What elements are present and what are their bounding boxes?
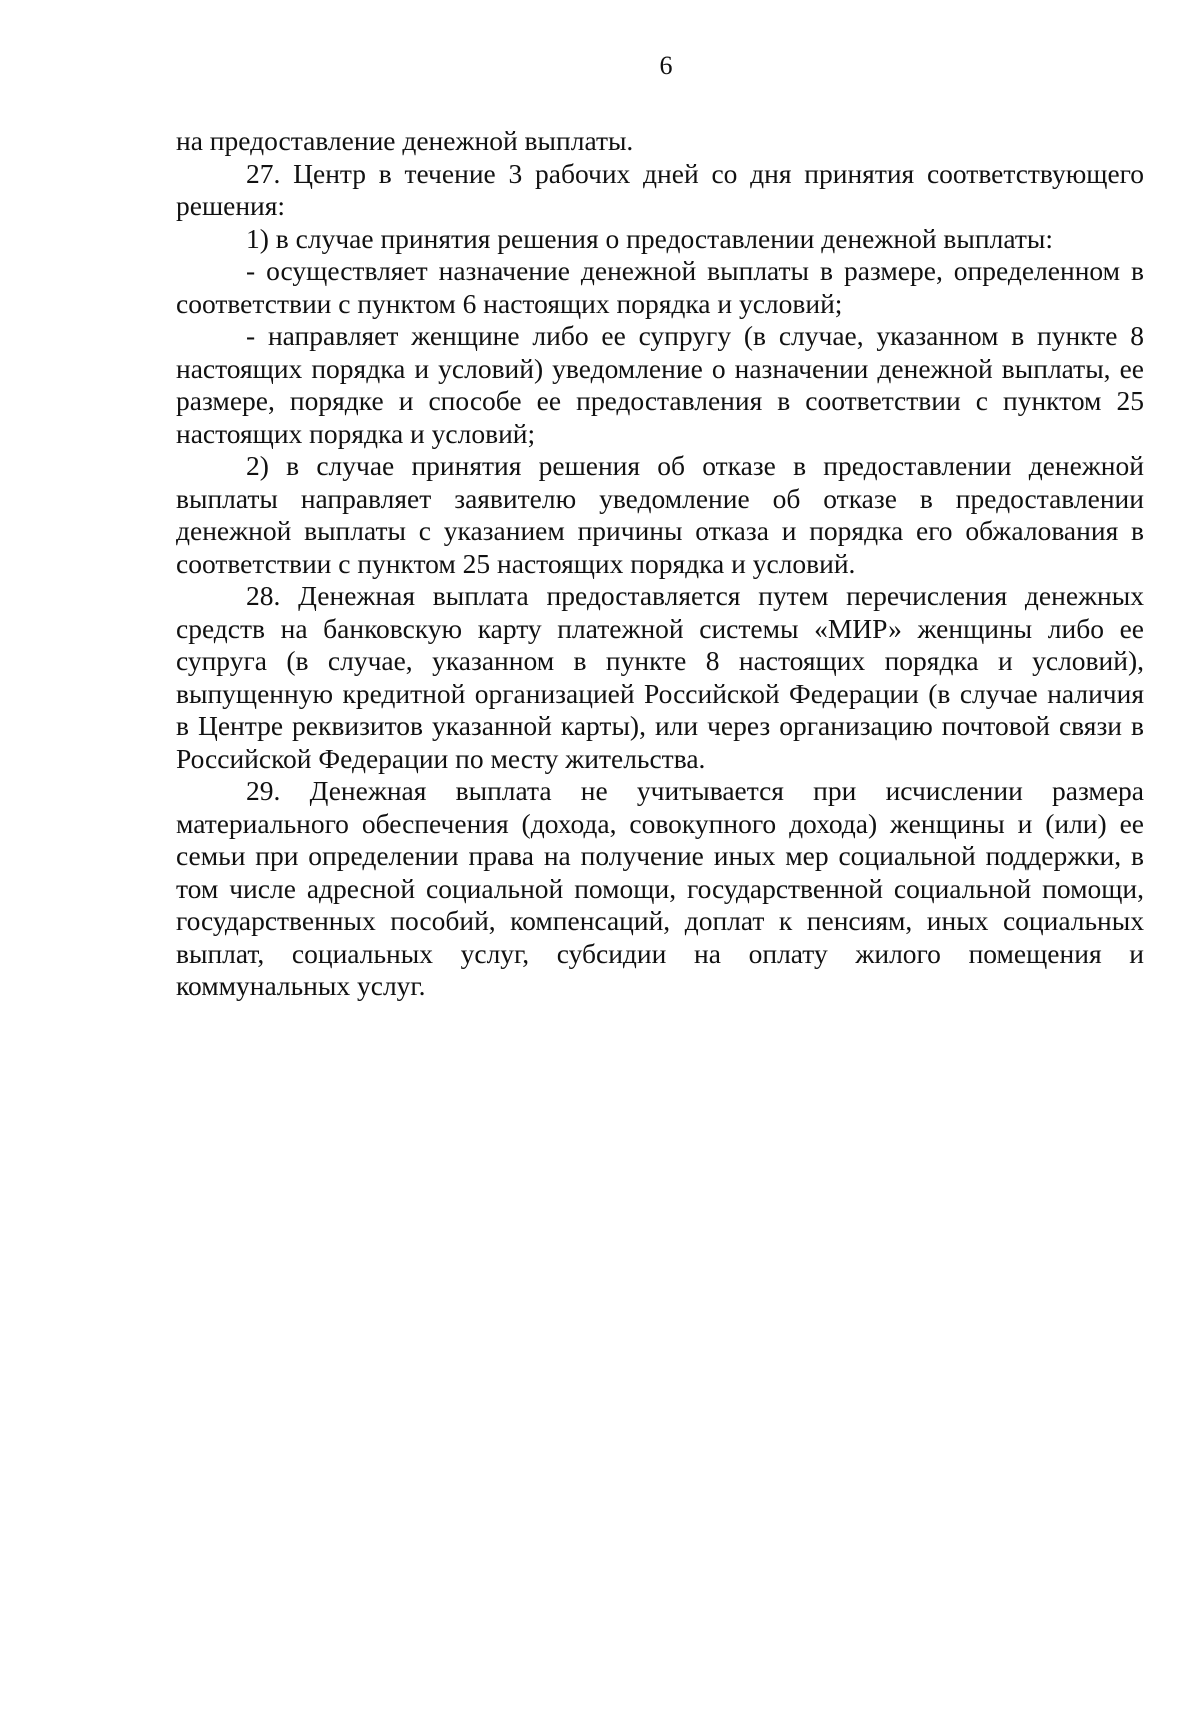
paragraph-27-item-1-dash-2: - направляет женщине либо ее супругу (в случае, указанном в пункте 8 настоящих порядка и условий) уведомление о назначении денежной выплаты, ее размере, порядке и способе ее предоставления в соответствии с пунктом 25 настоящих порядка и условий;	[176, 320, 1144, 449]
paragraph-27-item-2: 2) в случае принятия решения об отказе в предоставлении денежной выплаты направляет заявителю уведомление об отказе в предоставлении денежной выплаты с указанием причины отказа и порядка его обжалования в соответствии с пунктом 25 настоящих порядка и условий.	[176, 450, 1144, 579]
page-number: 6	[659, 51, 673, 80]
paragraph-continuation: на предоставление денежной выплаты.	[176, 125, 634, 156]
paragraph-27-item-1-dash-1: - осуществляет назначение денежной выплаты в размере, определенном в соответствии с пунктом 6 настоящих порядка и условий;	[176, 255, 1144, 319]
paragraph-27-item-1: 1) в случае принятия решения о предоставлении денежной выплаты:	[246, 222, 1053, 254]
document-body	[176, 125, 1144, 1003]
paragraph-29: 29. Денежная выплата не учитывается при исчислении размера материального обеспечения (дохода, совокупного дохода) женщины и (или) ее семьи при определении права на получение иных мер социальной поддержки, в том числе адресной социальной помощи, государственной социальной помощи, государственных пособий, компенсаций, доплат к пенсиям, иных социальных выплат, социальных услуг, субсидии на оплату жилого помещения и коммунальных услуг.	[176, 775, 1144, 1001]
paragraph-27: 27. Центр в течение 3 рабочих дней со дня принятия соответствующего решения:	[176, 157, 1144, 221]
paragraph-28: 28. Денежная выплата предоставляется путем перечисления денежных средств на банковскую карту платежной системы «МИР» женщины либо ее супруга (в случае, указанном в пункте 8 настоящих порядка и условий), выпущенную кредитной организацией Российской Федерации (в случае наличия в Центре реквизитов указанной карты), или через организацию почтовой связи в Российской Федерации по месту жительства.	[176, 580, 1144, 774]
